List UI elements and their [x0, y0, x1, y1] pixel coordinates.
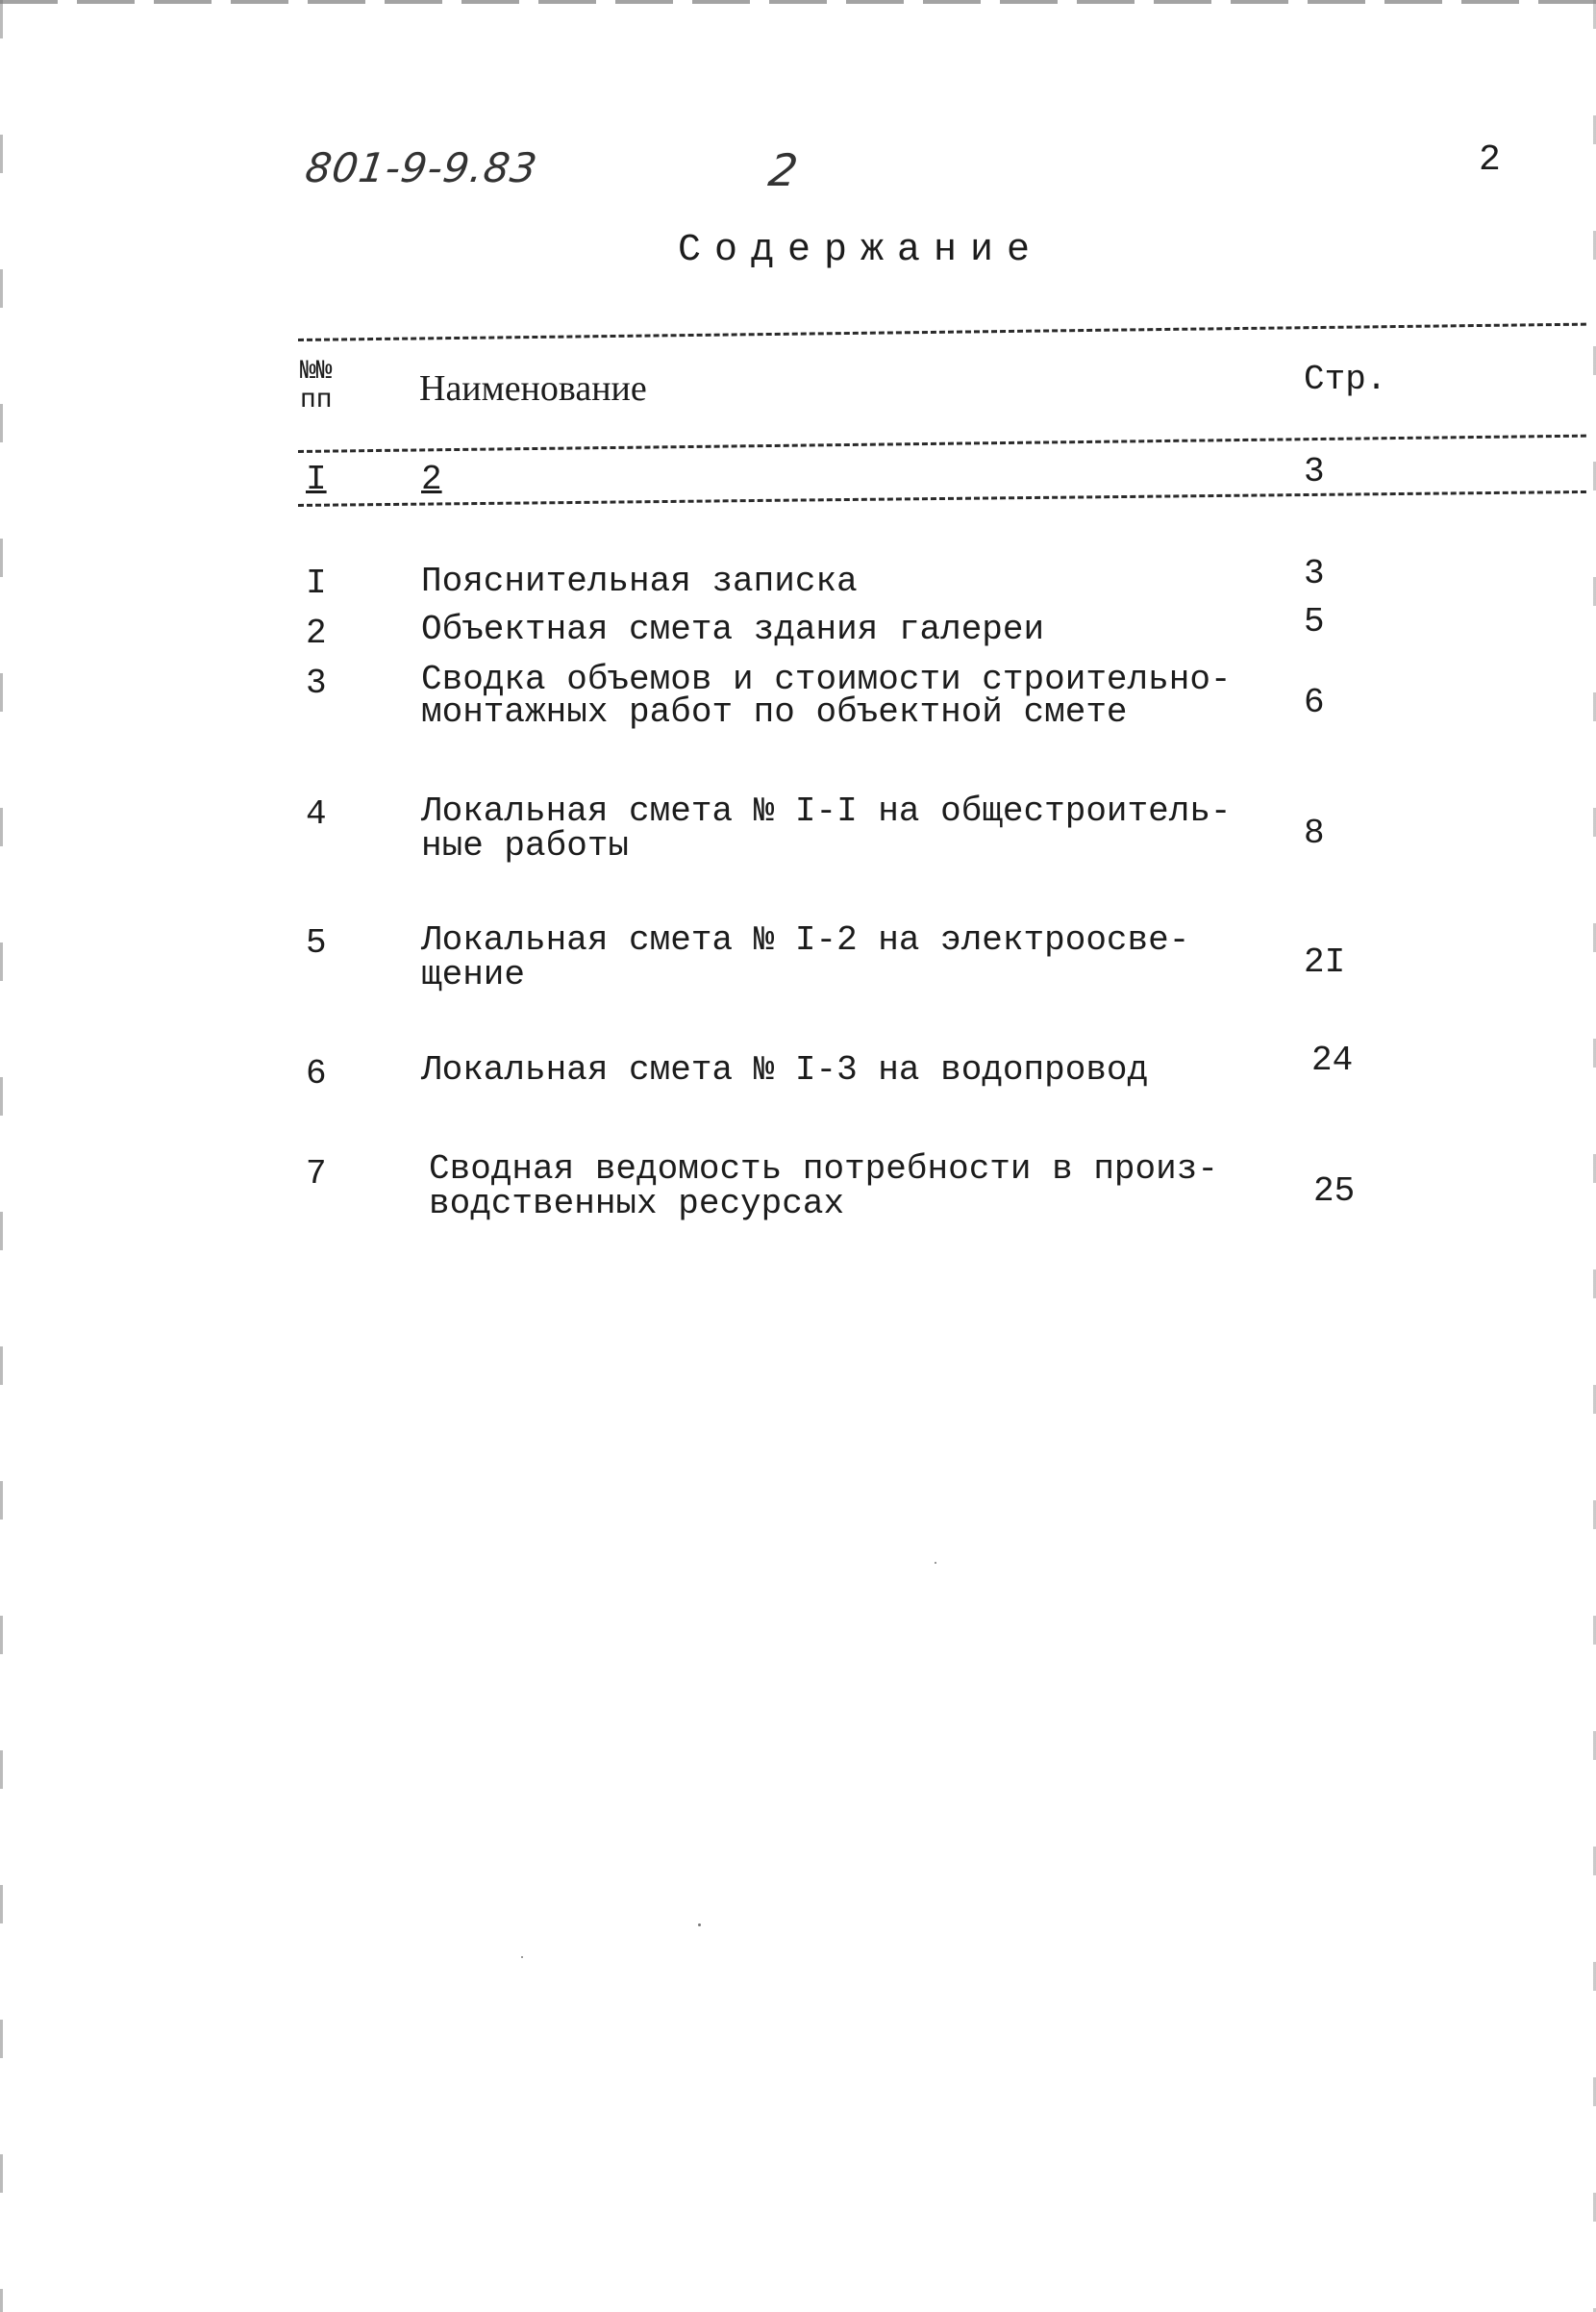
row-1-name: Пояснительная записка [421, 562, 858, 601]
row-6-page: 24 [1311, 1041, 1354, 1080]
scan-edge-top [0, 0, 1596, 4]
row-4-number: 4 [306, 794, 327, 834]
table-header-rule [298, 435, 1586, 453]
row-1-number: I [306, 564, 327, 603]
column-number-1: I [306, 460, 327, 499]
row-1-page: 3 [1304, 554, 1325, 593]
scan-speck [521, 1956, 523, 1958]
row-3-number: 3 [306, 664, 327, 703]
column-header-page: Стр. [1304, 360, 1387, 399]
scan-speck [698, 1923, 701, 1926]
row-5-page: 2I [1304, 942, 1346, 982]
row-3-page: 6 [1304, 683, 1325, 722]
row-4-page: 8 [1304, 814, 1325, 853]
row-7-page: 25 [1313, 1171, 1356, 1211]
table-columns-rule [298, 490, 1586, 507]
column-header-name: Наименование [419, 368, 647, 409]
column-header-number [300, 358, 354, 415]
row-4-name: Локальная смета № I-I на общестроитель- ные работы [421, 792, 1232, 866]
row-5-name: Локальная смета № I-2 на электроосве- щение [421, 920, 1190, 994]
scan-edge-left [0, 0, 3, 2312]
scan-speck [935, 1562, 936, 1564]
row-6-name: Локальная смета № I-3 на водопровод [421, 1050, 1149, 1090]
row-2-name: Объектная смета здания галереи [421, 610, 1045, 649]
document-code: 801-9-9.83 [302, 144, 541, 191]
table-top-rule [298, 323, 1586, 341]
handwritten-page-number: 2 [765, 144, 802, 196]
page-number: 2 [1479, 139, 1501, 181]
row-3-name: Сводка объемов и стоимости строительно- монтажных работ по объектной смете [421, 660, 1232, 732]
row-5-number: 5 [306, 923, 327, 963]
column-number-3: 3 [1304, 452, 1325, 491]
column-number-2: 2 [421, 460, 442, 499]
row-2-page: 5 [1304, 602, 1325, 641]
row-7-number: 7 [306, 1154, 327, 1194]
page-title: Содержание [677, 229, 1044, 272]
row-7-name: Сводная ведомость потребности в произ- водственных ресурсах [429, 1149, 1218, 1223]
column-header-number-text: №№ пп [300, 357, 333, 415]
row-2-number: 2 [306, 614, 327, 653]
row-6-number: 6 [306, 1054, 327, 1093]
